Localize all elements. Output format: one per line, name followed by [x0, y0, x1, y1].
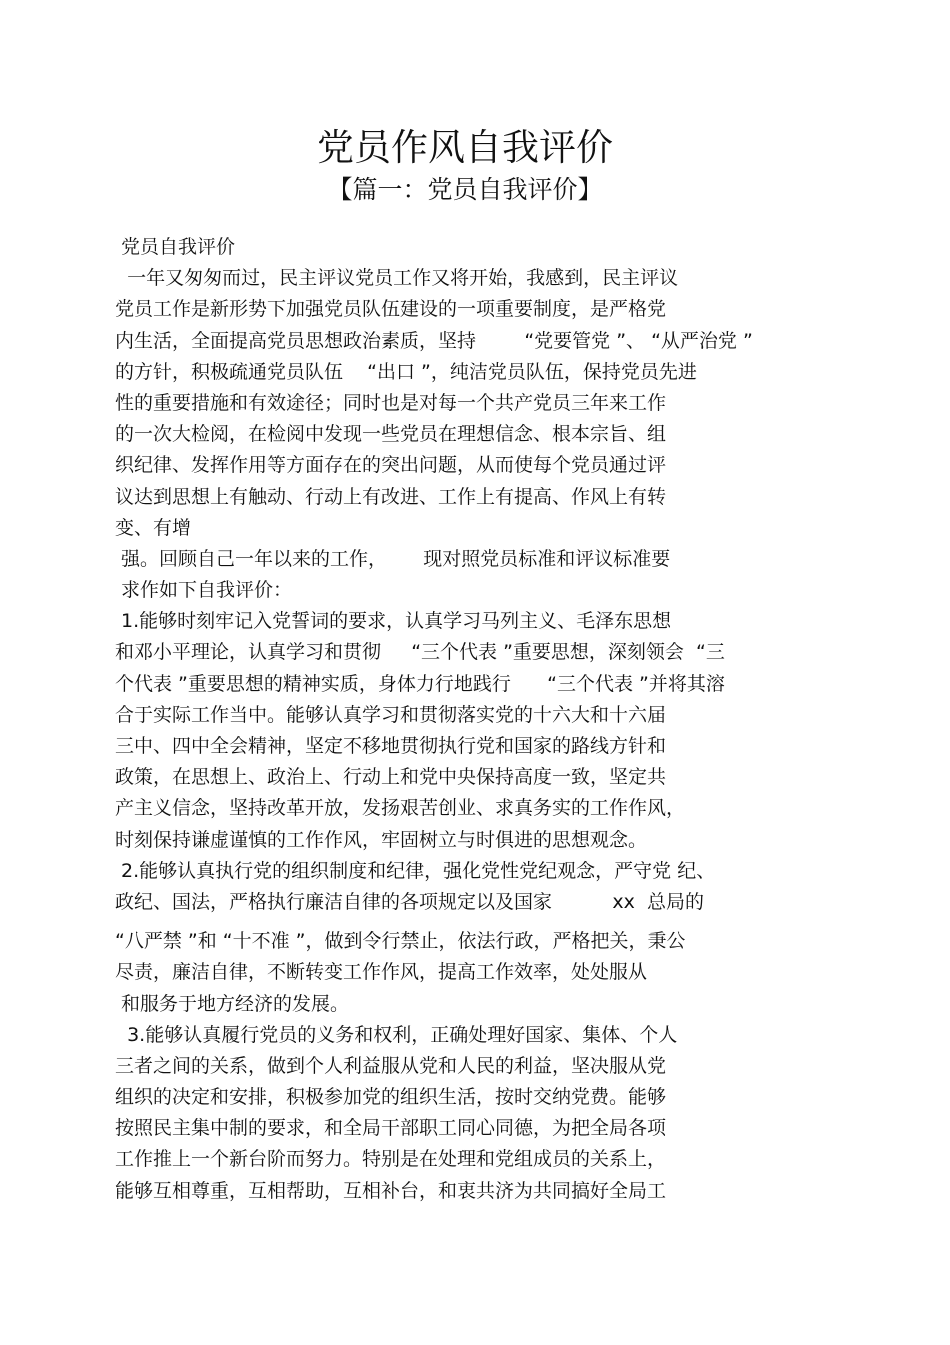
body-line: 产主义信念，坚持改革开放，发扬艰苦创业、求真务实的工作作风， [115, 797, 686, 820]
body-line: 组织的决定和安排，积极参加党的组织生活，按时交纳党费。能够 [115, 1086, 667, 1109]
body-line: 政策，在思想上、政治上、行动上和党中央保持高度一致，坚定共 [115, 766, 667, 789]
body-line: 求作如下自我评价： [115, 579, 293, 602]
body-line: 织纪律、发挥作用等方面存在的突出问题，从而使每个党员通过评 [115, 454, 667, 477]
body-line: 合于实际工作当中。能够认真学习和贯彻落实党的十六大和十六届 [115, 703, 667, 726]
document-subtitle: 【篇一：党员自我评价】 [327, 175, 603, 204]
body-line: “八严禁 ”和 “十不准 ”，做到令行禁止，依法行政，严格把关，秉公 [115, 930, 686, 953]
body-line: 和服务于地方经济的发展。 [115, 992, 350, 1015]
body-line: 党员工作是新形势下加强党员队伍建设的一项重要制度，是严格党 [115, 298, 667, 321]
body-line: 个代表 ”重要思想的精神实质，身体力行地践行 “三个代表 ”并将其溶 [115, 672, 725, 695]
body-line: 时刻保持谦虚谨慎的工作作风，牢固树立与时俱进的思想观念。 [115, 828, 648, 851]
body-line: 2.能够认真执行党的组织制度和纪律，强化党性党纪观念，严守党 纪、 [115, 859, 716, 882]
body-line: 党员自我评价 [115, 236, 236, 258]
document-body [115, 232, 835, 1207]
body-line: 按照民主集中制的要求，和全局干部职工同心同德，为把全局各项 [115, 1117, 667, 1140]
document-title: 党员作风自我评价 [317, 126, 613, 169]
body-line: 政纪、国法，严格执行廉洁自律的各项规定以及国家 xx 总局的 [115, 890, 704, 913]
body-line: 三者之间的关系，做到个人利益服从党和人民的利益，坚决服从党 [115, 1054, 667, 1077]
body-line: 一年又匆匆而过，民主评议党员工作又将开始，我感到，民主评议 [115, 267, 679, 290]
body-line: 的方针，积极疏通党员队伍 “出口 ”，纯洁党员队伍，保持党员先进 [115, 360, 697, 383]
body-line: 工作推上一个新台阶而努力。特别是在处理和党组成员的关系上， [115, 1148, 667, 1171]
body-line: 和邓小平理论，认真学习和贯彻 “三个代表 ”重要思想，深刻领会 “三 [115, 641, 725, 664]
body-line: 强。回顾自己一年以来的工作， 现对照党员标准和评议标准要 [115, 547, 671, 570]
body-line: 性的重要措施和有效途径；同时也是对每一个共产党员三年来工作 [115, 391, 667, 414]
body-line: 内生活，全面提高党员思想政治素质，坚持 “党要管党 ”、 “从严治党 ” [115, 329, 753, 352]
body-line: 议达到思想上有触动、行动上有改进、工作上有提高、作风上有转 [115, 485, 667, 508]
body-line: 的一次大检阅，在检阅中发现一些党员在理想信念、根本宗旨、组 [115, 423, 667, 446]
body-line: 变、有增 [115, 516, 192, 539]
body-line: 3.能够认真履行党员的义务和权利，正确处理好国家、集体、个人 [115, 1023, 678, 1046]
body-line: 1.能够时刻牢记入党誓词的要求，认真学习马列主义、毛泽东思想 [115, 610, 672, 633]
body-line: 尽责，廉洁自律，不断转变工作作风，提高工作效率，处处服从 [115, 961, 648, 984]
body-line: 能够互相尊重，互相帮助，互相补台，和衷共济为共同搞好全局工 [115, 1179, 667, 1202]
body-line: 三中、四中全会精神，坚定不移地贯彻执行党和国家的路线方针和 [115, 735, 667, 757]
